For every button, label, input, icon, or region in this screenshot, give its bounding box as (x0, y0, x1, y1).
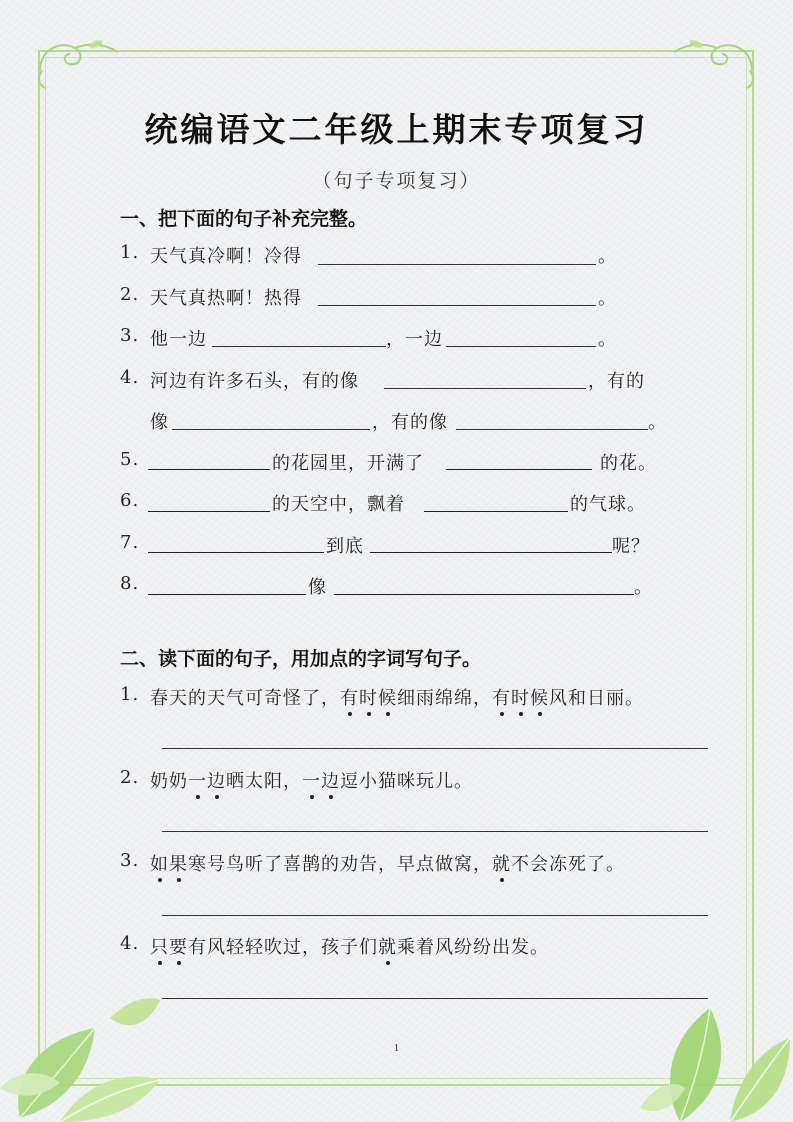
s1-item8-blank1[interactable] (148, 594, 306, 595)
s2-item1-sentence (150, 684, 644, 710)
s1-item1-text: 天气真冷啊！冷得 (150, 246, 302, 267)
bottom-left-leaves-icon (0, 988, 170, 1122)
s2-item1-part3: 风和日丽。 (549, 688, 644, 709)
s2-item4-emph2 (378, 937, 397, 958)
s1-item6-end: 的气球。 (570, 494, 646, 515)
s1-item6-blank2[interactable] (424, 511, 568, 512)
emphasis-dot-char: 只 (150, 933, 169, 959)
s1-item8-text: 像 (308, 577, 327, 598)
s1-item4-blank2[interactable] (172, 429, 370, 430)
s2-item3-num: 3. (120, 850, 140, 871)
s1-item7-end: 呢？ (612, 536, 650, 557)
s2-item2-emph1 (188, 771, 226, 792)
s1-item2-num: 2. (120, 284, 140, 305)
emphasis-dot-char: 如 (150, 850, 169, 876)
s2-item4-part3: 乘着风纷纷出发。 (397, 937, 549, 958)
s1-item3-blank2[interactable] (446, 346, 596, 347)
s1-item3-end: 。 (598, 329, 617, 350)
emphasis-dot-char: 就 (378, 933, 397, 959)
s1-item5-end: 的花。 (600, 453, 657, 474)
s2-item2-sentence (150, 767, 473, 793)
s1-item5-text: 的花园里，开满了 (272, 453, 424, 474)
s1-item4-blank3[interactable] (456, 429, 648, 430)
s1-item4-line2-start: 像 (150, 412, 169, 433)
s2-item1-num: 1. (120, 684, 140, 705)
s1-item1-num: 1. (120, 242, 140, 263)
emphasis-dot-char: 边 (321, 767, 340, 793)
s1-item2-end: 。 (598, 288, 617, 309)
s2-item1-part2: 细雨绵绵， (397, 688, 492, 709)
s2-item4-sentence (150, 933, 549, 959)
s2-item1-emph1 (340, 688, 397, 709)
s1-item5-blank2[interactable] (446, 469, 592, 470)
bottom-right-leaves-icon (640, 988, 793, 1122)
emphasis-dot-char: 候 (530, 684, 549, 710)
s1-item3-num: 3. (120, 325, 140, 346)
s2-item4-part2: 有风轻轻吹过，孩子们 (188, 937, 378, 958)
top-left-flourish-icon (30, 30, 120, 90)
emphasis-dot-char: 一 (302, 767, 321, 793)
s2-item4-emph1 (150, 937, 188, 958)
page-title: 统编语文二年级上期末专项复习 (144, 110, 649, 149)
page-subtitle: （句子专项复习） (312, 170, 481, 192)
emphasis-dot-char: 有 (340, 684, 359, 710)
emphasis-dot-char: 时 (359, 684, 378, 710)
s1-item7-num: 7. (120, 532, 140, 553)
s1-item4-text: 河边有许多石头，有的像 (150, 371, 359, 392)
s1-item5-num: 5. (120, 449, 140, 470)
emphasis-dot-char: 果 (169, 850, 188, 876)
emphasis-dot-char: 一 (188, 767, 207, 793)
s2-item2-answer-line[interactable] (162, 831, 708, 832)
s1-item6-blank1[interactable] (148, 511, 270, 512)
s1-item3-text: 他一边 (150, 329, 207, 350)
page-number: 1 (393, 1042, 400, 1054)
s1-item4-end: 。 (648, 412, 667, 433)
s2-item3-emph1 (150, 854, 188, 875)
s1-item3-mid: ，一边 (386, 329, 443, 350)
emphasis-dot-char: 要 (169, 933, 188, 959)
s1-item7-text: 到底 (326, 536, 364, 557)
s2-item2-part2: 晒太阳， (226, 771, 302, 792)
s2-item4-num: 4. (120, 933, 140, 954)
s1-item4-mid: ，有的 (588, 371, 645, 392)
emphasis-dot-char: 边 (207, 767, 226, 793)
s1-item2-text: 天气真热啊！热得 (150, 288, 302, 309)
s1-item8-end: 。 (634, 577, 653, 598)
s1-item1-blank[interactable] (318, 264, 596, 265)
s1-item7-blank2[interactable] (370, 552, 612, 553)
s1-item4-num: 4. (120, 367, 140, 388)
s1-item6-num: 6. (120, 490, 140, 511)
s2-item4-answer-line[interactable] (162, 998, 708, 999)
s1-item3-blank1[interactable] (212, 346, 386, 347)
s2-item2-emph2 (302, 771, 340, 792)
s1-item8-blank2[interactable] (334, 594, 634, 595)
s1-item8-num: 8. (120, 573, 140, 594)
s1-item5-blank1[interactable] (148, 469, 270, 470)
s2-item3-sentence (150, 850, 625, 876)
section2-heading: 二、读下面的句子，用加点的字词写句子。 (120, 648, 482, 670)
s1-item1-end: 。 (598, 246, 617, 267)
s2-item2-part3: 逗小猫咪玩儿。 (340, 771, 473, 792)
s1-item4-mid2: ，有的像 (372, 412, 448, 433)
s2-item1-part1: 春天的天气可奇怪了， (150, 688, 340, 709)
s1-item7-blank1[interactable] (148, 552, 324, 553)
top-right-flourish-icon (672, 30, 762, 90)
s2-item3-part2: 寒号鸟听了喜鹊的劝告，早点做窝， (188, 854, 492, 875)
emphasis-dot-char: 就 (492, 850, 511, 876)
s2-item3-emph2 (492, 854, 511, 875)
emphasis-dot-char: 时 (511, 684, 530, 710)
emphasis-dot-char: 有 (492, 684, 511, 710)
s1-item4-blank1[interactable] (384, 388, 586, 389)
section1-heading: 一、把下面的句子补充完整。 (120, 208, 368, 230)
s2-item3-part3: 不会冻死了。 (511, 854, 625, 875)
s2-item1-answer-line[interactable] (162, 748, 708, 749)
s2-item2-part1: 奶奶 (150, 771, 188, 792)
s2-item1-emph2 (492, 688, 549, 709)
s1-item2-blank[interactable] (318, 305, 596, 306)
emphasis-dot-char: 候 (378, 684, 397, 710)
s2-item3-answer-line[interactable] (162, 915, 708, 916)
s2-item2-num: 2. (120, 767, 140, 788)
s1-item6-text: 的天空中，飘着 (272, 494, 405, 515)
